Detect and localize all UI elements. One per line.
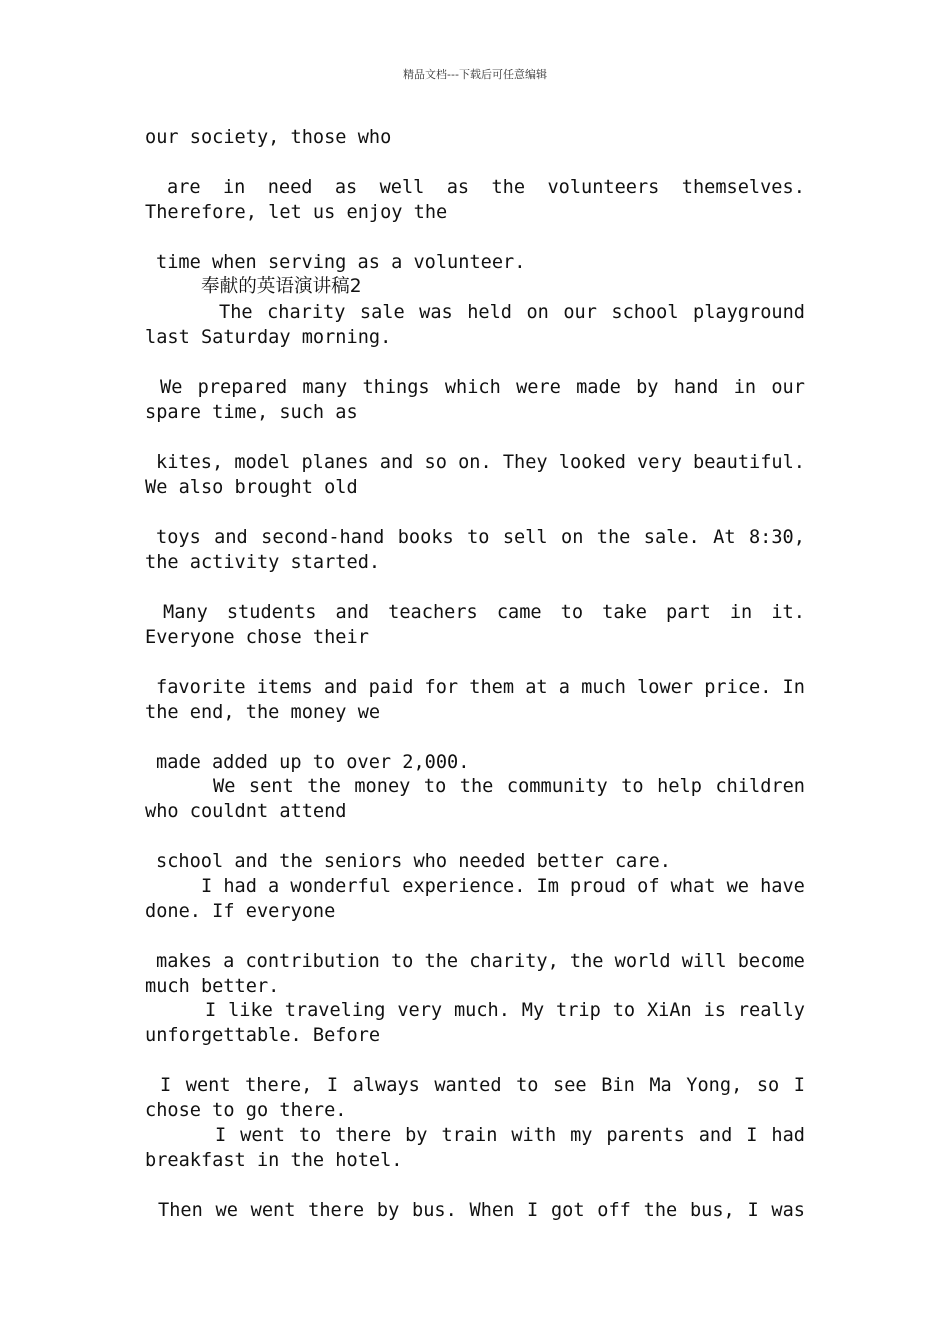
word: I <box>326 1075 339 1096</box>
word: and <box>379 452 414 473</box>
word: them <box>469 677 515 698</box>
word: went <box>250 1200 296 1221</box>
text-line: Everyone chose their <box>145 627 369 648</box>
word: much. <box>453 1000 510 1021</box>
word: Ma <box>649 1075 672 1096</box>
word: see <box>553 1075 587 1096</box>
word: lower <box>637 677 694 698</box>
word: I <box>746 1125 758 1146</box>
word: I <box>205 1000 217 1021</box>
word: need <box>267 177 313 198</box>
word: to <box>560 602 584 623</box>
word: were <box>516 377 561 398</box>
text-line: Therefore, let us enjoy the <box>145 202 448 223</box>
word: planes <box>301 452 369 473</box>
word: prepared <box>197 377 288 398</box>
word: the <box>569 951 604 972</box>
word: came <box>496 602 542 623</box>
word: was <box>419 302 453 323</box>
text-line: much better. <box>145 976 280 997</box>
word: well <box>379 177 425 198</box>
word: to <box>390 951 414 972</box>
word: in <box>222 177 246 198</box>
word: we <box>726 876 749 897</box>
word: by <box>636 377 659 398</box>
word: the <box>424 951 459 972</box>
word: to <box>467 527 490 548</box>
word: off <box>597 1200 631 1221</box>
text-line: done. If everyone <box>145 901 336 922</box>
word: teachers <box>388 602 478 623</box>
word: second-hand <box>261 527 385 548</box>
word: children <box>715 776 805 797</box>
word: XiAn <box>646 1000 692 1021</box>
text-line: who couldnt attend <box>145 801 347 822</box>
text-line <box>213 774 805 799</box>
word: was <box>771 1200 805 1221</box>
text-line <box>219 300 805 325</box>
word: 8:30, <box>748 527 805 548</box>
word: items <box>256 677 313 698</box>
word: the <box>643 1200 678 1221</box>
word: had <box>771 1125 805 1146</box>
word: bus. <box>412 1200 457 1221</box>
word: to <box>516 1075 539 1096</box>
word: had <box>223 876 257 897</box>
word: very <box>397 1000 443 1021</box>
word: Yong, <box>686 1075 743 1096</box>
word: playground <box>693 302 805 323</box>
word: our <box>771 377 805 398</box>
section-heading: 奉献的英语演讲稿2 <box>201 276 362 297</box>
word: there <box>335 1125 392 1146</box>
word: bus, <box>689 1200 735 1221</box>
word: volunteers <box>547 177 660 198</box>
text-line: breakfast in the hotel. <box>145 1150 403 1171</box>
text-line <box>205 998 805 1023</box>
word: went <box>185 1075 231 1096</box>
word: Then <box>158 1200 203 1221</box>
word: a <box>558 677 570 698</box>
word: sent <box>248 776 294 797</box>
word: a <box>223 951 235 972</box>
word: sale <box>359 302 405 323</box>
word: I <box>201 876 213 897</box>
word: will <box>681 951 727 972</box>
word: got <box>550 1200 585 1221</box>
text-line: We also brought old <box>145 477 358 498</box>
word: by <box>376 1200 400 1221</box>
word: so <box>756 1075 780 1096</box>
word: model <box>234 452 291 473</box>
word: favorite <box>156 677 246 698</box>
word: things <box>362 377 430 398</box>
word: on <box>561 527 584 548</box>
text-line: the end, the money we <box>145 702 381 723</box>
word: so <box>424 452 447 473</box>
text-line: time when serving as a volunteer. <box>156 252 526 273</box>
text-line: our society, those who <box>145 127 392 148</box>
word: community <box>506 776 608 797</box>
word: wanted <box>434 1075 502 1096</box>
text-line <box>201 874 805 899</box>
word: what <box>670 876 716 897</box>
word: students <box>226 602 317 623</box>
text-line: spare time, such as <box>145 402 358 423</box>
word: They <box>502 452 548 473</box>
word: which <box>444 377 501 398</box>
word: by <box>405 1125 428 1146</box>
word: and <box>335 602 370 623</box>
text-line <box>156 450 805 475</box>
word: money <box>354 776 411 797</box>
word: on <box>526 302 549 323</box>
word: the <box>491 177 526 198</box>
word: sale. <box>643 527 700 548</box>
word: my <box>570 1125 593 1146</box>
word: kites, <box>156 452 224 473</box>
word: of <box>637 876 660 897</box>
word: sell <box>502 527 548 548</box>
word: trip <box>556 1000 601 1021</box>
word: went <box>240 1125 285 1146</box>
word: price. <box>704 677 772 698</box>
word: to <box>612 1000 636 1021</box>
word: the <box>596 527 631 548</box>
word: is <box>703 1000 726 1021</box>
word: I <box>527 1200 539 1221</box>
word: take <box>602 602 647 623</box>
word: and <box>698 1125 733 1146</box>
word: school <box>611 302 679 323</box>
word: made <box>576 377 621 398</box>
word: on. <box>458 452 492 473</box>
word: themselves. <box>681 177 805 198</box>
word: I <box>160 1075 172 1096</box>
word: beautiful. <box>693 452 805 473</box>
word: we <box>215 1200 238 1221</box>
text-line <box>160 375 805 400</box>
text-line <box>156 949 805 974</box>
word: I <box>747 1200 759 1221</box>
text-line <box>156 525 805 550</box>
word: Im <box>536 876 559 897</box>
word: Many <box>163 602 208 623</box>
text-line <box>167 175 805 200</box>
word: the <box>459 776 494 797</box>
text-line: school and the seniors who needed better care. <box>156 851 671 872</box>
word: as <box>446 177 470 198</box>
word: very <box>637 452 682 473</box>
word: I <box>215 1125 227 1146</box>
word: In <box>782 677 805 698</box>
word: I <box>793 1075 805 1096</box>
word: makes <box>156 951 212 972</box>
word: parents <box>606 1125 685 1146</box>
text-line <box>158 1198 805 1223</box>
word: wonderful <box>290 876 392 897</box>
word: part <box>666 602 711 623</box>
text-line <box>160 1073 805 1098</box>
word: and <box>323 677 358 698</box>
word: When <box>469 1200 515 1221</box>
word: many <box>302 377 348 398</box>
word: experience. <box>402 876 526 897</box>
word: like <box>228 1000 273 1021</box>
word: much <box>581 677 626 698</box>
text-line <box>215 1123 805 1148</box>
word: train <box>441 1125 498 1146</box>
word: charity <box>267 302 346 323</box>
text-line <box>163 600 805 625</box>
word: contribution <box>245 951 380 972</box>
word: charity, <box>469 951 559 972</box>
word: with <box>511 1125 557 1146</box>
word: books <box>397 527 454 548</box>
text-line: the activity started. <box>145 552 381 573</box>
word: the <box>307 776 341 797</box>
word: have <box>760 876 805 897</box>
word: it. <box>771 602 805 623</box>
page-header: 精品文档---下载后可任意编辑 <box>403 68 547 81</box>
word: toys <box>156 527 201 548</box>
word: really <box>737 1000 805 1021</box>
word: there <box>308 1200 365 1221</box>
text-line: made added up to over 2,000. <box>156 752 470 773</box>
word: a <box>268 876 280 897</box>
word: The <box>219 302 253 323</box>
text-line: last Saturday morning. <box>145 327 392 348</box>
word: traveling <box>284 1000 386 1021</box>
text-line: unforgettable. Before <box>145 1025 381 1046</box>
word: looked <box>558 452 626 473</box>
word: hand <box>673 377 719 398</box>
word: for <box>424 677 459 698</box>
text-line: chose to go there. <box>145 1100 347 1121</box>
word: become <box>737 951 805 972</box>
word: We <box>160 377 183 398</box>
word: My <box>521 1000 545 1021</box>
word: are <box>167 177 201 198</box>
word: world <box>614 951 671 972</box>
word: proud <box>570 876 627 897</box>
word: always <box>352 1075 420 1096</box>
word: to <box>298 1125 322 1146</box>
word: to <box>621 776 644 797</box>
word: and <box>214 527 248 548</box>
word: We <box>213 776 236 797</box>
word: at <box>525 677 548 698</box>
word: Bin <box>601 1075 635 1096</box>
text-line <box>156 675 805 700</box>
word: held <box>467 302 512 323</box>
word: help <box>657 776 702 797</box>
word: as <box>334 177 358 198</box>
word: At <box>713 527 736 548</box>
word: our <box>563 302 597 323</box>
word: to <box>423 776 447 797</box>
word: in <box>729 602 753 623</box>
word: paid <box>368 677 414 698</box>
word: there, <box>245 1075 313 1096</box>
word: in <box>733 377 757 398</box>
